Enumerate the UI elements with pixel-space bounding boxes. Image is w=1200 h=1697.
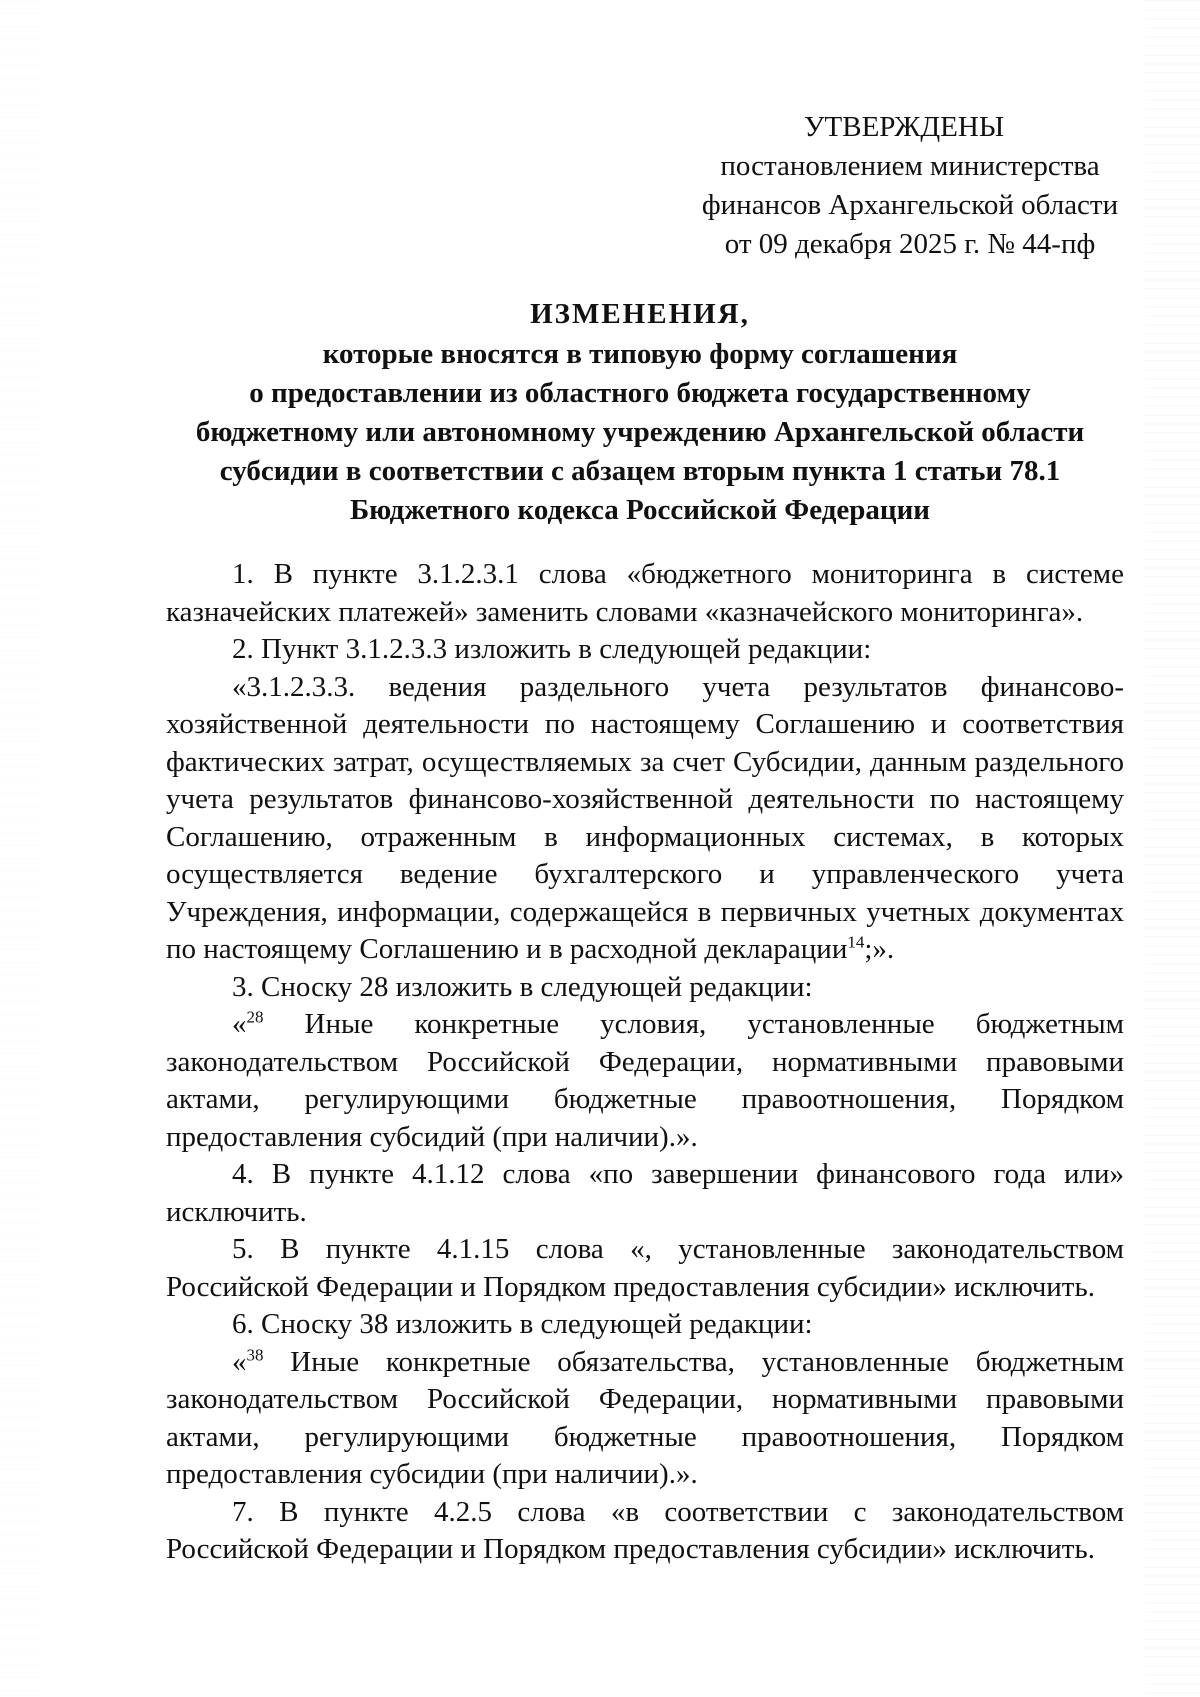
approved-label: УТВЕРЖДЕНЫ [804,111,1005,143]
paragraph-4: 3. Сноску 28 изложить в следующей редакции: [232,970,813,1003]
paragraph-8: 6. Сноску 38 изложить в следующей редакции: [232,1308,813,1340]
footnote-28: 28 [246,1007,264,1027]
paragraph-9-text: Иные конкретные обязательства, установленные бюджетным законодательством Российской Федерации, нормативными правовыми актами, регулирующими бюджетные правоотношения, Порядком предоставления субсидии (при наличии).». [166,1345,1124,1490]
title-line-4: субсидии в соответствии с абзацем вторым пункта 1 статьи 78.1 [219,455,1061,487]
document-title [160,295,1120,530]
paragraph-3-text: «3.1.2.3.3. ведения раздельного учета результатов финансово-хозяйственной деятельности по настоящему Соглашению и соответствия фактических затрат, осуществляемых за счет Субсидии, данным раздельного учета результатов финансово-хозяйственной деятельности по настоящему Соглашению, отраженным в информационных системах, в которых осуществляется ведение бухгалтерского и управленческого учета Учреждения, информации, содержащейся в первичных учетных документах по настоящему Соглашению и в расходной декларации [166,670,1124,965]
paragraph-5-open: « [232,1008,247,1040]
scan-noise-right [1145,0,1200,1697]
approval-line-3: от 09 декабря 2025 г. № 44-пф [724,228,1096,260]
paragraph-10: 7. В пункте 4.2.5 слова «в соответствии с законодательством Российской Федерации и Порядком предоставления субсидии» исключить. [166,1495,1124,1565]
paragraph-5 [166,1006,1124,1156]
approval-line-1: постановлением министерства [720,150,1100,182]
paragraph-9 [166,1344,1124,1494]
approval-line-2: финансов Архангельской области [701,189,1119,221]
title-line-1: которые вносятся в типовую форму соглашения [322,338,958,370]
paragraph-9-open: « [232,1345,247,1378]
scan-noise-left [0,0,40,1697]
title-line-2: о предоставлении из областного бюджета государственному [249,377,1031,409]
paragraph-5-text: Иные конкретные условия, установленные бюджетным законодательством Российской Федерации, нормативными правовыми актами, регулирующими бюджетные правоотношения, Порядком предоставления субсидий (при наличии).». [166,1008,1124,1153]
document-body [166,556,1124,1569]
footnote-38: 38 [246,1344,264,1364]
paragraph-7: 5. В пункте 4.1.15 слова «, установленные законодательством Российской Федерации и Порядком предоставления субсидии» исключить. [166,1233,1124,1303]
paragraph-3-end: ;». [864,933,895,965]
paragraph-1: 1. В пункте 3.1.2.3.1 слова «бюджетного мониторинга в системе казначейских платежей» заменить словами «казначейского мониторинга». [166,558,1124,628]
paragraph-3 [166,669,1124,969]
approval-stamp-block [700,108,1120,264]
footnote-ref-14: 14 [847,932,865,952]
paragraph-6: 4. В пункте 4.1.12 слова «по завершении финансового года или» исключить. [166,1158,1124,1228]
paragraph-2: 2. Пункт 3.1.2.3.3 изложить в следующей редакции: [232,633,872,665]
title-line-3: бюджетному или автономному учреждению Архангельской области [195,416,1085,448]
title-main: ИЗМЕНЕНИЯ, [530,298,750,330]
title-line-5: Бюджетного кодекса Российской Федерации [349,494,930,526]
